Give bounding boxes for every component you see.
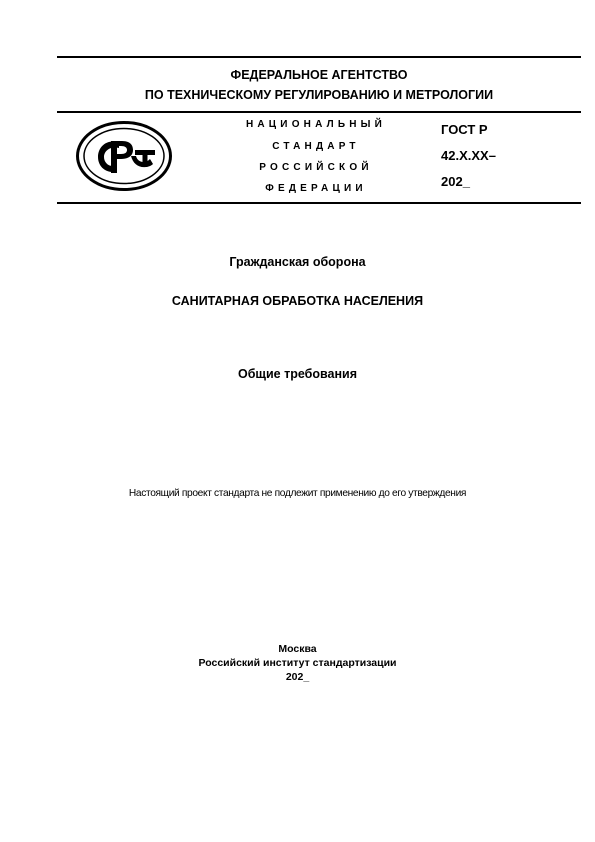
standard-type-line-2: СТАНДАРТ [272,141,360,152]
header-bottom-rule [57,202,581,204]
gost-number-line-1: ГОСТ Р [441,122,488,137]
agency-line-1: ФЕДЕРАЛЬНОЕ АГЕНТСТВО [230,68,408,82]
document-title: САНИТАРНАЯ ОБРАБОТКА НАСЕЛЕНИЯ [171,294,424,308]
publisher-city: Москва [278,643,317,655]
standard-type-line-4: ФЕДЕРАЦИИ [265,183,367,194]
publisher-institute: Российский институт стандартизации [198,657,397,669]
top-rule [57,56,581,58]
standard-type-line-1: НАЦИОНАЛЬНЫЙ [245,119,387,130]
document-subtitle: Общие требования [237,367,357,381]
rst-certification-mark-icon [75,120,173,192]
gost-number-line-2: 42.X.XX– [441,148,496,163]
category-heading: Гражданская оборона [229,255,366,269]
publication-year: 202_ [285,671,310,683]
draft-notice: Настоящий проект стандарта не подлежит применению до его утверждения [128,488,467,499]
standard-type-line-3: РОССИЙСКОЙ [259,162,373,173]
gost-number-line-3: 202_ [441,174,470,189]
header-divider [57,111,581,113]
agency-line-2: ПО ТЕХНИЧЕСКОМУ РЕГУЛИРОВАНИЮ И МЕТРОЛОГИИ [144,88,494,102]
